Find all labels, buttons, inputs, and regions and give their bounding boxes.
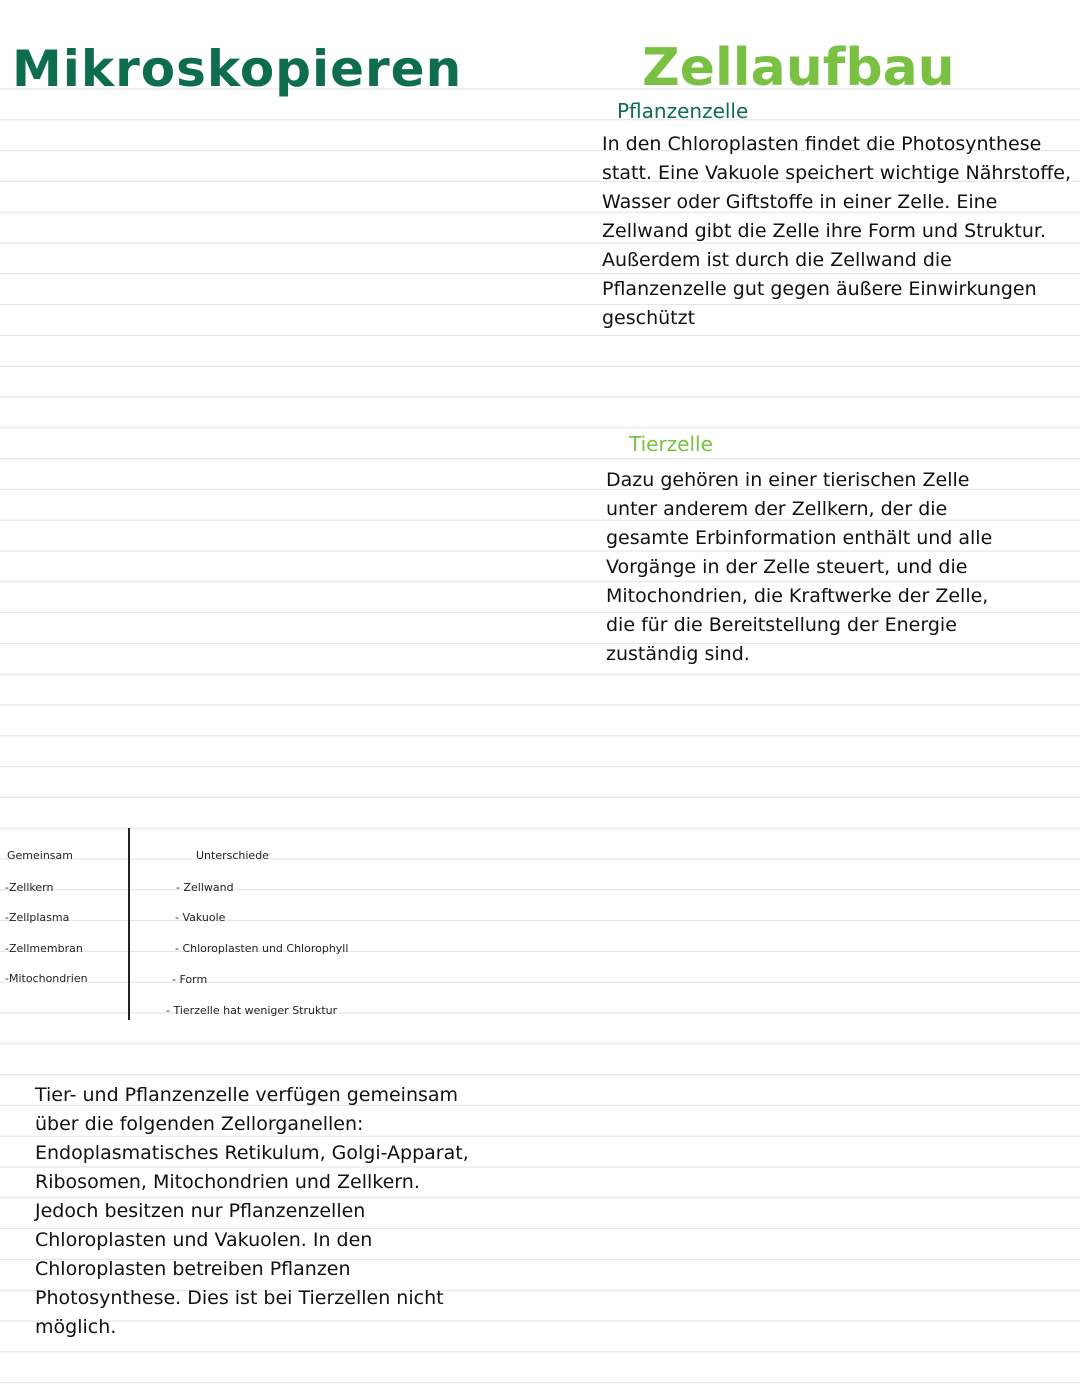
diff-item: - Form [172,973,208,986]
text-line: gesamte Erbinformation enthält und alle [606,527,993,549]
common-item: -Mitochondrien [5,972,88,985]
pflanzenzelle-paragraph [602,130,1071,333]
diff-item: - Vakuole [175,911,226,924]
text-line: Vorgänge in der Zelle steuert, und die [606,556,968,578]
diff-item: - Chloroplasten und Chlorophyll [175,942,349,955]
text-line: Endoplasmatisches Retikulum, Golgi-Apparat, [35,1142,469,1164]
common-item: -Zellkern [5,881,54,894]
text-line: Dazu gehören in einer tierischen Zelle [606,469,970,491]
diff-item: - Tierzelle hat weniger Struktur [166,1004,338,1017]
text-line: Jedoch besitzen nur Pflanzenzellen [35,1200,366,1222]
text-line: Wasser oder Giftstoffe in einer Zelle. Eine [602,191,998,213]
text-line: Chloroplasten betreiben Pflanzen [35,1258,351,1280]
text-line: unter anderem der Zellkern, der die [606,498,948,520]
title-mikroskopieren: Mikroskopieren [12,40,463,98]
text-line: statt. Eine Vakuole speichert wichtige Nährstoffe, [602,162,1072,184]
diff-item: - Zellwand [176,881,234,894]
text-line: Photosynthese. Dies ist bei Tierzellen nicht [35,1287,444,1309]
text-line: zuständig sind. [606,643,750,665]
text-line: Tier- und Pflanzenzelle verfügen gemeinsam [35,1084,459,1106]
title-zellaufbau: Zellaufbau [642,38,955,98]
text-line: möglich. [35,1316,117,1338]
common-header: Gemeinsam [7,849,73,862]
text-line: über die folgenden Zellorganellen: [35,1113,364,1135]
text-line: die für die Bereitstellung der Energie [606,614,957,636]
common-item: -Zellplasma [5,911,70,924]
summary-paragraph [35,1081,469,1342]
heading-tierzelle: Tierzelle [629,432,713,456]
tierzelle-paragraph [606,466,992,669]
text-line: Chloroplasten und Vakuolen. In den [35,1229,373,1251]
diff-header: Unterschiede [196,849,269,862]
table-divider [128,828,130,1020]
text-line: Ribosomen, Mitochondrien und Zellkern. [35,1171,420,1193]
common-item: -Zellmembran [5,942,83,955]
text-line: In den Chloroplasten findet die Photosynthese [602,133,1042,155]
text-line: geschützt [602,307,696,329]
text-line: Mitochondrien, die Kraftwerke der Zelle, [606,585,989,607]
text-line: Außerdem ist durch die Zellwand die [602,249,952,271]
text-line: Zellwand gibt die Zelle ihre Form und Struktur. [602,220,1047,242]
text-line: Pflanzenzelle gut gegen äußere Einwirkungen [602,278,1037,300]
heading-pflanzenzelle: Pflanzenzelle [617,99,749,123]
